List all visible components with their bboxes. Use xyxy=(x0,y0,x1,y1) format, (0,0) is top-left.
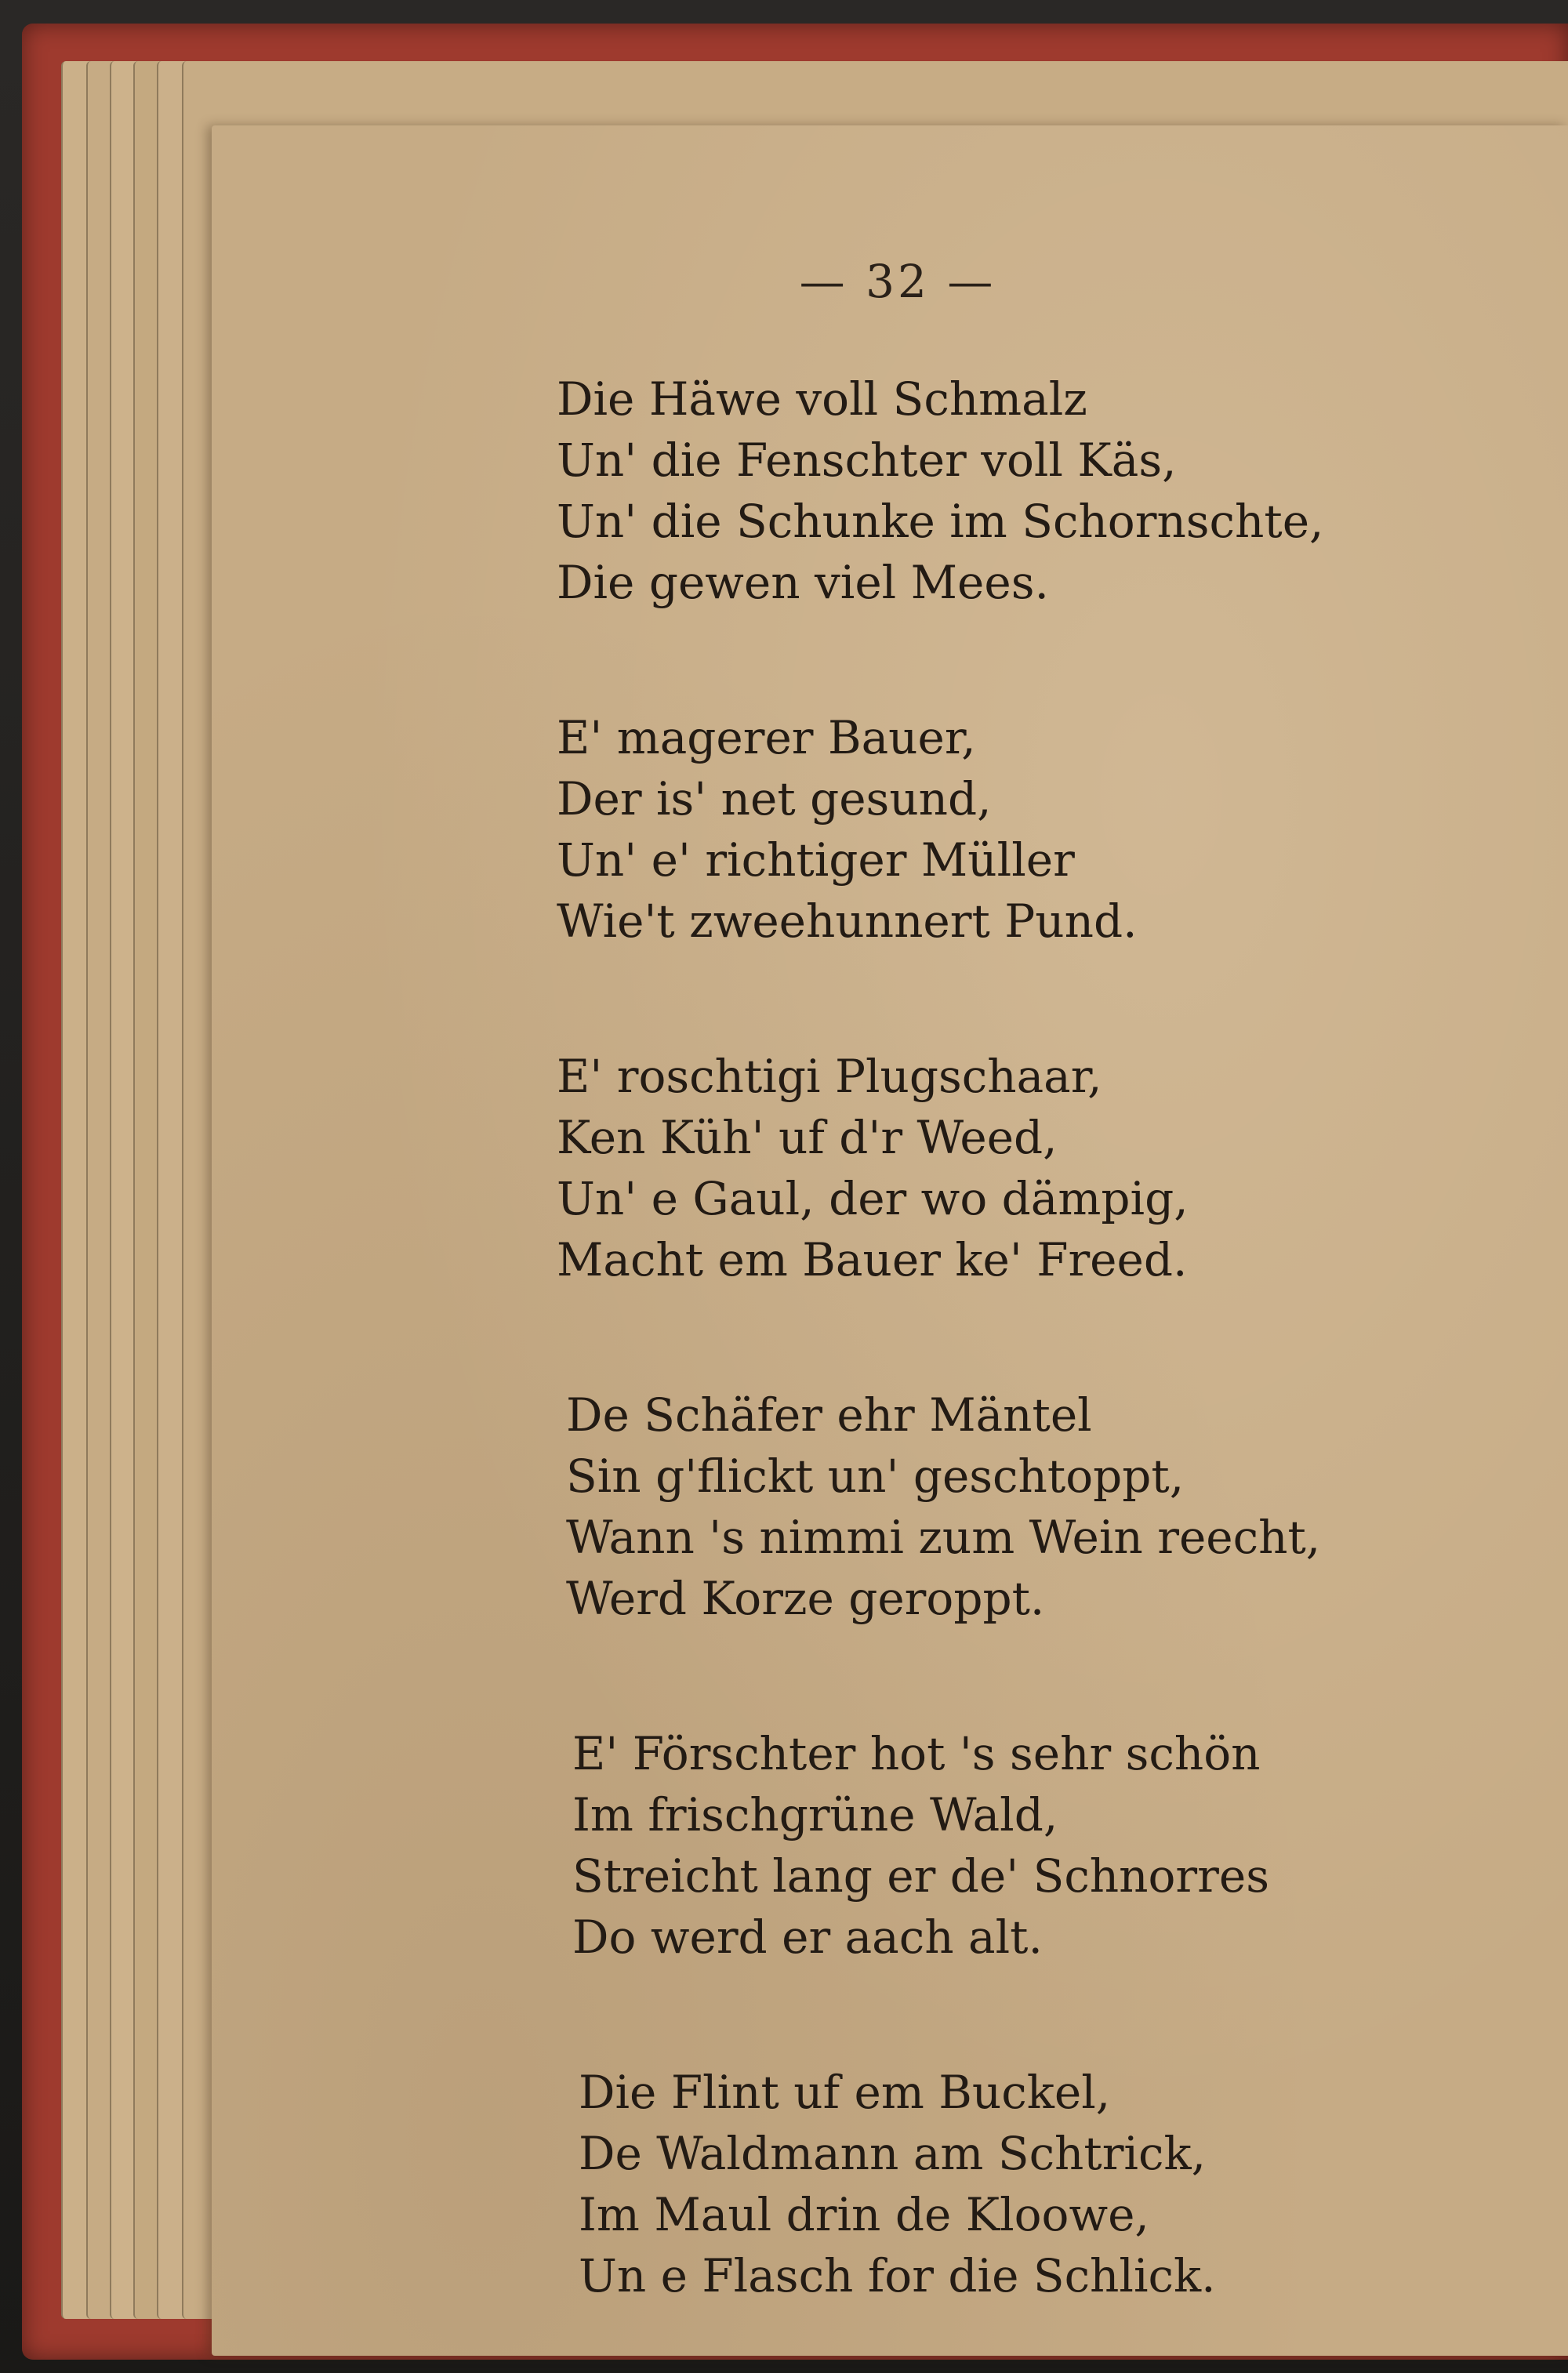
book-page xyxy=(212,125,1568,2356)
poem-line: Im Maul drin de Kloowe, xyxy=(579,2188,1149,2241)
poem-line: Die gewen viel Mees. xyxy=(557,556,1049,609)
stanza xyxy=(557,707,1537,952)
stanza xyxy=(557,1723,1537,1968)
stanza xyxy=(557,1046,1537,1290)
poem-line: Der is' net gesund, xyxy=(557,772,992,825)
poem-line: E' magerer Bauer, xyxy=(557,711,976,764)
poem-line: Im frischgrüne Wald, xyxy=(572,1788,1058,1841)
stanza xyxy=(557,1384,1537,1629)
poem-line: Wie't zweehunnert Pund. xyxy=(557,894,1138,948)
poem-line: Un e Flasch for die Schlick. xyxy=(579,2249,1216,2302)
poem-line: E' Förschter hot 's sehr schön xyxy=(572,1727,1261,1780)
poem-line: Ken Küh' uf d'r Weed, xyxy=(557,1111,1058,1164)
poem-line: Un' e' richtiger Müller xyxy=(557,833,1075,887)
poem-line: Do werd er aach alt. xyxy=(572,1910,1043,1964)
poem-line: Un' die Fenschter voll Käs, xyxy=(557,434,1177,487)
poem-line: Un' die Schunke im Schornschte, xyxy=(557,495,1324,548)
poem-line: Werd Korze geroppt. xyxy=(566,1572,1045,1625)
poem-line: Un' e Gaul, der wo dämpig, xyxy=(557,1172,1189,1225)
stanza xyxy=(557,2062,1537,2306)
poem xyxy=(557,368,1537,2373)
poem-line: Streicht lang er de' Schnorres xyxy=(572,1849,1269,1903)
poem-line: Wann 's nimmi zum Wein reecht, xyxy=(566,1511,1321,1564)
poem-line: E' roschtigi Plugschaar, xyxy=(557,1050,1102,1103)
poem-line: Sin g'flickt un' geschtoppt, xyxy=(566,1450,1185,1503)
poem-line: De Schäfer ehr Mäntel xyxy=(566,1388,1092,1442)
poem-line: De Waldmann am Schtrick, xyxy=(579,2127,1207,2180)
poem-line: Macht em Bauer ke' Freed. xyxy=(557,1233,1188,1286)
page-number: — 32 — xyxy=(799,255,996,308)
poem-line: Die Häwe voll Schmalz xyxy=(557,372,1087,426)
stanza xyxy=(557,368,1537,613)
poem-line: Die Flint uf em Buckel, xyxy=(579,2066,1111,2119)
